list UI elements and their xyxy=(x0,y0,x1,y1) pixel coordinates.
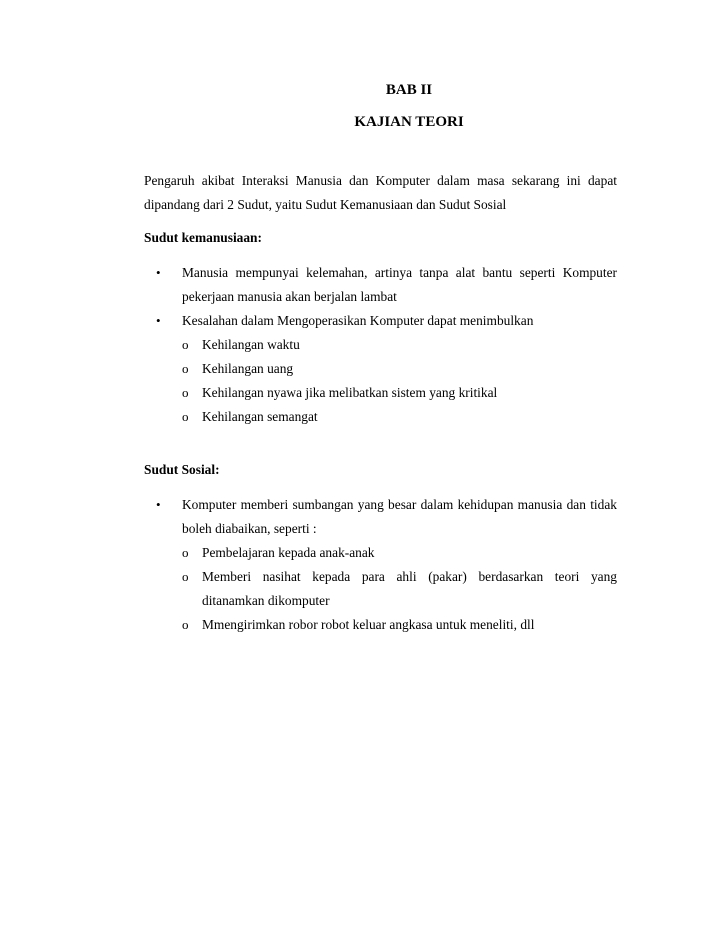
bullet-text-line-2: pekerjaan manusia akan berjalan lambat xyxy=(182,289,397,304)
intro-line-1: Pengaruh akibat Interaksi Manusia dan Komputer dalam masa sekarang ini dapat xyxy=(144,173,617,188)
bullet-text-line-1: Komputer memberi sumbangan yang besar dalam kehidupan manusia dan tidak xyxy=(182,497,617,512)
chapter-title: KAJIAN TEORI xyxy=(354,114,464,130)
bullet-text xyxy=(182,261,617,309)
sub-item-text: Pembelajaran kepada anak-anak xyxy=(202,545,375,560)
circle-bullet-icon: o xyxy=(182,569,189,584)
bullet-icon: • xyxy=(156,265,161,280)
chapter-number: BAB II xyxy=(385,82,433,98)
sub-item-text: Mmengirimkan robor robot keluar angkasa untuk meneliti, dll xyxy=(202,617,535,632)
sub-item-text-line-2: ditanamkan dikomputer xyxy=(202,593,330,608)
sub-item-text: Kehilangan semangat xyxy=(202,409,318,424)
intro-line-2: dipandang dari 2 Sudut, yaitu Sudut Kemanusiaan dan Sudut Sosial xyxy=(144,197,507,212)
bullet-text xyxy=(182,309,617,333)
bullet-icon: • xyxy=(156,313,161,328)
sub-item-text xyxy=(202,565,617,613)
bullet-text xyxy=(182,493,617,541)
bullet-icon: • xyxy=(156,497,161,512)
circle-bullet-icon: o xyxy=(182,617,189,632)
circle-bullet-icon: o xyxy=(182,385,189,400)
bullet-text-line-1: Manusia mempunyai kelemahan, artinya tanpa alat bantu seperti Komputer xyxy=(182,265,617,280)
section-heading-sosial: Sudut Sosial: xyxy=(144,462,220,477)
circle-bullet-icon: o xyxy=(182,337,189,352)
intro-paragraph xyxy=(144,169,617,217)
bullet-text-line-2: boleh diabaikan, seperti : xyxy=(182,521,317,536)
bullet-text-line-1: Kesalahan dalam Mengoperasikan Komputer dapat menimbulkan xyxy=(182,313,534,328)
sub-item-text-line-1: Memberi nasihat kepada para ahli (pakar) berdasarkan teori yang xyxy=(202,569,617,584)
circle-bullet-icon: o xyxy=(182,361,189,376)
sub-item-text: Kehilangan nyawa jika melibatkan sistem yang kritikal xyxy=(202,385,498,400)
sub-item-text: Kehilangan uang xyxy=(202,361,294,376)
sub-item-text: Kehilangan waktu xyxy=(202,337,300,352)
section-heading-kemanusiaan: Sudut kemanusiaan: xyxy=(144,230,262,245)
circle-bullet-icon: o xyxy=(182,409,189,424)
circle-bullet-icon: o xyxy=(182,545,189,560)
